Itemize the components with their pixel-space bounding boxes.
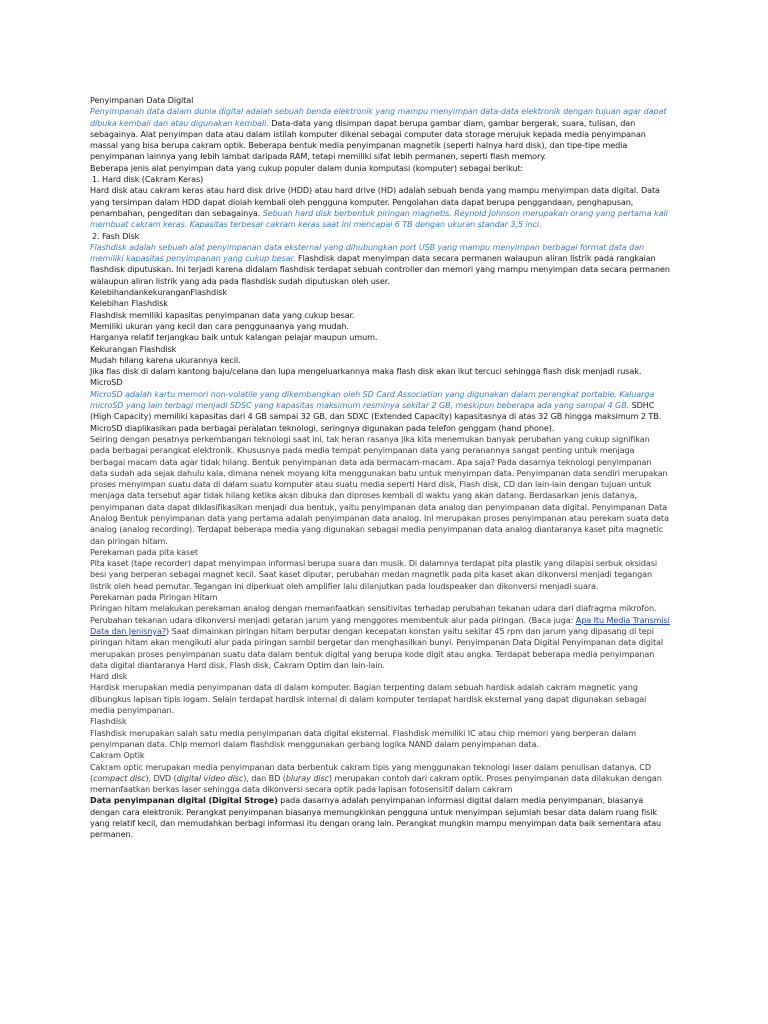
kelebihan-kekurangan-heading: KelebihandankekuranganFlashdisk [90, 287, 227, 298]
optik-text-3: ), dan BD ( [243, 772, 286, 783]
flash-disk-paragraph [90, 242, 670, 287]
flashdisk-description: Flashdisk merupakan salah satu media penyimpanan data digital eksternal. Flashdisk memiliki IC atau chip memori yang berperan dalam penyimpanan data. Chip memori dalam flashdisk menggunakan gerbang logika NAND dalam penyimpanan data. [90, 727, 637, 749]
document-body [90, 95, 670, 841]
optik-text-4: ) merupakan contoh dari cakram optik. Proses penyimpanan data dilakukan dengan memanfaatkan berkas laser sehingga data dikonversi secara optik pada lapisan fotosensitif dalam cakram [90, 772, 662, 795]
flash-disk-highlight: Flashdisk adalah sebuah alat penyimpanan data eksternal yang dihubungkan port USB yang mampu menyimpan berbagai format data dan memiliki kapasitas penyimpanan yang cukup besar. [90, 241, 645, 264]
piringan-text-2: ) Saat dimainkan piringan hitam berputar dengan kecepatan konstan yaitu sekitar 45 rpm dan jarum yang dipasang di tepi piringan hitam akan mengikuti alur pada piringan sambil bergetar dan menghasilkan bunyi. Penyimpanan Data Digital Penyimpanan data digital merupakan proses penyimpanan suatu data dalam bentuk digital yang berupa kode digit atau angka. Terdapat beberapa media penyimpanan data digital diantaranya Hard disk, Flash disk, Cakram Optim dan lain-lain. [90, 625, 664, 670]
intro-highlight: Penyimpanan data dalam dunia digital adalah sebuah benda elektronik yang mampu menyimpan data-data elektronik dengan tujuan agar dapat dibuka kembali dan atau digunakan kembali. [90, 106, 667, 128]
list-item: Harganya relatif terjangkau baik untuk kalangan pelajar maupun umum. [90, 332, 378, 343]
optik-text-1: Cakram optic merupakan media penyimpanan data berbentuk cakram tipis yang menggunakan teknologi laser dalam penulisan datanya. CD ( [90, 761, 651, 783]
pita-kaset-heading: Perekaman pada pita kaset [90, 546, 198, 557]
hard-disk-highlight: Sebuah hard disk berbentuk piringan magnetis. Reynold Johnson merupakan orang yang pertama kali membuat cakram keras. Kapasitas terbesar cakram keras saat ini mencapai 6 TB dengan ukuran standar 3,5 inci. [90, 207, 668, 230]
final-bold-term: Data penyimpanan digital (Digital Stroge) [90, 795, 278, 806]
optik-term-bd: bluray disc [285, 772, 329, 783]
kelebihan-heading: Kelebihan Flashdisk [90, 298, 168, 309]
optik-term-dvd: digital video disc [176, 772, 244, 783]
optik-term-cd: compact disc [93, 772, 146, 783]
microsd-highlight: MicroSD adalah kartu memori non-volatile yang dikembangkan oleh SD Card Association yang digunakan dalam perangkat portable. Kaluarga microSD yang lain terbagi menjadi SDSC yang kapasitas maksimum resminya sekitar 2 GB, meskipun beberapa ada yang sampai 4 GB. [90, 388, 655, 411]
flashdisk-subheading: Flashdisk [90, 716, 127, 727]
hard-disk-text: Hard disk atau cakram keras atau hard disk drive (HDD) atau hard drive (HD) adalah sebuah benda yang mampu menyimpan data digital. Data yang tersimpan dalam HDD dapat diolah kembali oleh pengguna komputer. Pengolahan data dapat berupa penggandaan, penghapusan, penambahan, pengeditan dan sebagainya. [90, 185, 660, 218]
page-title: Penyimpanan Data Digital [90, 95, 194, 105]
hard-disk-paragraph [90, 185, 670, 230]
media-transmisi-link[interactable]: Apa Itu Media Transmisi Data dan Jenisnya? [90, 614, 670, 636]
microsd-heading: MicroSD [90, 377, 123, 388]
list-item: Mudah hilang karena ukurannya kecil. [90, 354, 241, 365]
list-item: Jika flas disk di dalam kantong baju/celana dan lupa mengeluarkannya maka flash disk akan ikut tercuci sehingga flash disk menjadi rusak. [90, 366, 642, 377]
cakram-optik-heading: Cakram Optik [90, 750, 145, 761]
microsd-paragraph [90, 389, 670, 434]
types-intro: Beberapa jenis alat penyimpan data yang cukup populer dalam dunia komputasi (komputer) sebagai berikut: [90, 162, 524, 173]
kekurangan-heading: Kekurangan Flashdisk [90, 343, 177, 354]
hard-disk-description: Hardisk merupakan media penyimpanan data di dalam komputer. Bagian terpenting dalam sebuah hardisk adalah cakram magnetic yang dibungkus lapisan tipis logam. Selain terdapat hardisk internal di dalam komputer terdapat hardisk eksternal yang dapat digunakan sebagai media penyimpanan. [90, 682, 647, 716]
piringan-hitam-paragraph [90, 603, 670, 671]
optik-text-2: ), DVD ( [145, 772, 177, 783]
pita-kaset-paragraph: Pita kaset (tape recorder) dapat menyimpan informasi berupa suara dan musik. Di dalamnya terdapat pita plastik yang dilapisi serbuk oksidasi besi yang berperan sebagai magnet kecil. Saat kaset diputar, perubahan medan magnetik pada pita kaset akan dikonversi menjadi tegangan listrik oleh head pemutar. Tegangan ini diperkuat oleh amplifier lalu dilanjutkan pada loudspeaker dan dikonversi menjadi suara. [90, 558, 658, 591]
microsd-text: SDHC (High Capacity) memiliki kapasitas dari 4 GB sampai 32 GB, dan SDXC (Extended Capacity) kapasitasnya di atas 32 GB hingga maksimum 2 TB. MicroSD diaplikasikan pada berbagai peralatan teknologi, seringnya digunakan pada telefon genggam (hand phone). [90, 400, 662, 433]
hard-disk-heading: 1. Hard disk (Cakram Keras) [92, 174, 204, 185]
hard-disk-subheading: Hard disk [90, 671, 128, 682]
cakram-optik-paragraph [90, 762, 670, 796]
list-item: Memiliki ukuran yang kecil dan cara penggunaanya yang mudah. [90, 320, 349, 331]
flash-disk-text: Flashdisk dapat menyimpan data secara permanen walaupun aliran listrik pada rangkaian flashdisk diputuskan. Ini terjadi karena didalam flashdisk terdapat sebuah controller dan memori yang mampu menyimpan data secara permanen walaupun aliran listrik yang ada pada flashdisk sudah diputuskan oleh user. [90, 253, 670, 286]
final-text: pada dasarnya adalah penyimpanan informasi digital dalam media penyimpanan, biasanya dengan cara elektronik. Perangkat penyimpanan biasanya memungkinkan pengguna untuk menyimpan sejumlah besar data dalam ruang fisik yang relatif kecil, dan memudahkan berbagi informasi itu dengan orang lain. Perangkat mungkin mampu menyimpan data baik sementara atau permanen. [90, 795, 662, 840]
final-paragraph [90, 795, 670, 840]
flash-disk-heading: 2. Fash Disk [92, 230, 140, 241]
intro-paragraph [90, 106, 670, 162]
article-section [90, 434, 670, 796]
piringan-hitam-heading: Perekaman pada Piringan Hitam [90, 592, 218, 603]
intro-text: Data-data yang disimpan dapat berupa gambar diam, gambar bergerak, suara, tulisan, dan sebagainya. Alat penyimpan data atau dalam istilah komputer dikenal sebagai computer data storage merujuk kepada media penyimpanan massal yang bisa berupa cakram optik. Beberapa bentuk media penyimpanan magnetik (seperti halnya hard disk), dan tipe-tipe media penyimpanan lainnya yang lebih lambat daripada RAM, tetapi memiliki sifat lebih permanen, seperti flash memory. [90, 117, 646, 162]
piringan-text-1: Piringan hitam melakukan perekaman analog dengan memanfaatkan sensitivitas terhadap perubahan tekanan udara dari diafragma mikrofon. Perubahan tekanan udara dikonversi menjadi getaran jarum yang menggores membentuk alur pada piringan. (Baca juga: [90, 603, 657, 625]
analog-paragraph: Analog Bentuk penyimpanan data yang pertama adalah penyimpanan data analog. Ini merupakan proses penyimpanan atau perekam suata data analog (analog recording). Terdapat beberapa media yang digunakan sebagai media penyimpanan data analog diantaranya kaset pita magnetic dan piringan hitam. [90, 512, 669, 546]
list-item: Flashdisk memiliki kapasitas penyimpanan data yang cukup besar. [90, 309, 355, 320]
seiring-paragraph: Seiring dengan pesatnya perkembangan teknologi saat ini, tak heran rasanya jika kita menemukan banyak perubahan yang cukup signifikan pada berbagai perangkat elektronik. Khususnya pada media tempat penyimpanan data yang peranannya sangat penting untuk menjaga berbagai macam data agar tidak hilang. Bentuk penyimpanan data ada bermacam-macam. Apa saja? Pada dasarnya teknologi penyimpanan data sudah ada sejak dahulu kala, dimana nenek moyang kita menggunakan batu untuk menyimpan data. Penyimpanan data sendiri merupakan proses menyimpan suatu data di dalam suatu komputer atau suatu media seperti Hard disk, Flash disk, CD dan lain-lain dengan tujuan untuk menjaga data tersebut agar tidak hilang ketika akan dibuka dan diproses kembali di waktu yang akan datang. Berdasarkan jenis datanya, penyimpanan data dapat diklasifikasikan menjadi dua bentuk, yaitu penyimpanan data analog dan penyimpanan data digital. Penyimpanan Data [90, 433, 668, 512]
